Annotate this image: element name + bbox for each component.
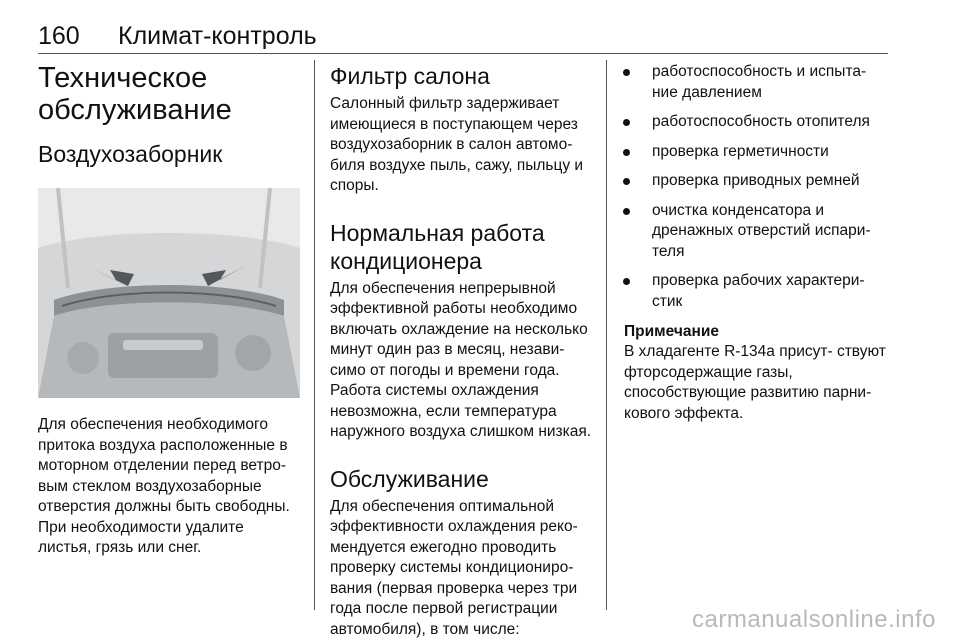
list-item: проверка герметичности	[620, 142, 890, 163]
watermark: carmanualsonline.info	[692, 606, 936, 633]
ac-operation-text: Для обеспечения непрерывной эффективной работы необходимо включать охлаждение на несколько минут один раз в месяц, незави- симо от погоды и времени года. Работа системы охлаждения невозможна, если температура наружного воздуха слишком низкая.	[330, 279, 592, 440]
list-item: работоспособность отопителя	[620, 112, 890, 133]
service-checklist	[620, 62, 890, 312]
page-header	[38, 10, 888, 50]
page-number: 160	[38, 22, 80, 50]
bullet-icon	[623, 119, 630, 126]
header-rule	[38, 53, 888, 54]
heading-service: Обслуживание	[330, 465, 489, 492]
air-intake-text: Для обеспечения необходимого притока воздуха расположенные в моторном отделении перед ветро- вым стеклом воздухозаборные отверстия должны быть свободны. При необходимости удалите листья, грязь или снег.	[38, 416, 290, 556]
bullet-icon	[623, 149, 630, 156]
heading-ac-operation: Нормальная работа кондиционера	[330, 219, 545, 274]
bullet-icon	[623, 278, 630, 285]
subsection-title-air-intake: Воздухозаборник	[38, 141, 223, 167]
heading-cabin-filter: Фильтр салона	[330, 63, 490, 89]
list-item: работоспособность и испыта- ние давлением	[620, 62, 890, 103]
column-divider-1	[314, 60, 315, 610]
service-text: Для обеспечения оптимальной эффективности охлаждения реко- мендуется ежегодно проводить проверку системы кондициониро- вания (первая проверка через три года после первой регистрации автомобиля), в том числе:	[330, 497, 578, 638]
bullet-icon	[623, 178, 630, 185]
chapter-title: Техническое обслуживание	[38, 62, 232, 126]
section-title: Климат-контроль	[118, 22, 317, 50]
bullet-icon	[623, 208, 630, 215]
list-item: проверка приводных ремней	[620, 171, 890, 192]
engine-bay-illustration	[38, 188, 300, 398]
list-item: очистка конденсатора и дренажных отверстий испари- теля	[620, 201, 890, 263]
column-right	[620, 62, 890, 424]
note-text: В хладагенте R-134a присут- ствуют фторсодержащие газы, способствующие развитию парни- кового эффекта.	[624, 343, 886, 422]
bullet-icon	[623, 69, 630, 76]
note-title: Примечание	[624, 323, 719, 340]
engine-bay-drawing	[38, 188, 300, 398]
cabin-filter-text: Салонный фильтр задерживает имеющиеся в поступающем через воздухозаборник в салон автомо- биля воздухе пыль, сажу, пыльцу и споры.	[330, 95, 584, 194]
column-divider-2	[606, 60, 607, 610]
column-left	[38, 62, 300, 559]
column-middle	[330, 62, 592, 640]
list-item: проверка рабочих характери- стик	[620, 271, 890, 312]
